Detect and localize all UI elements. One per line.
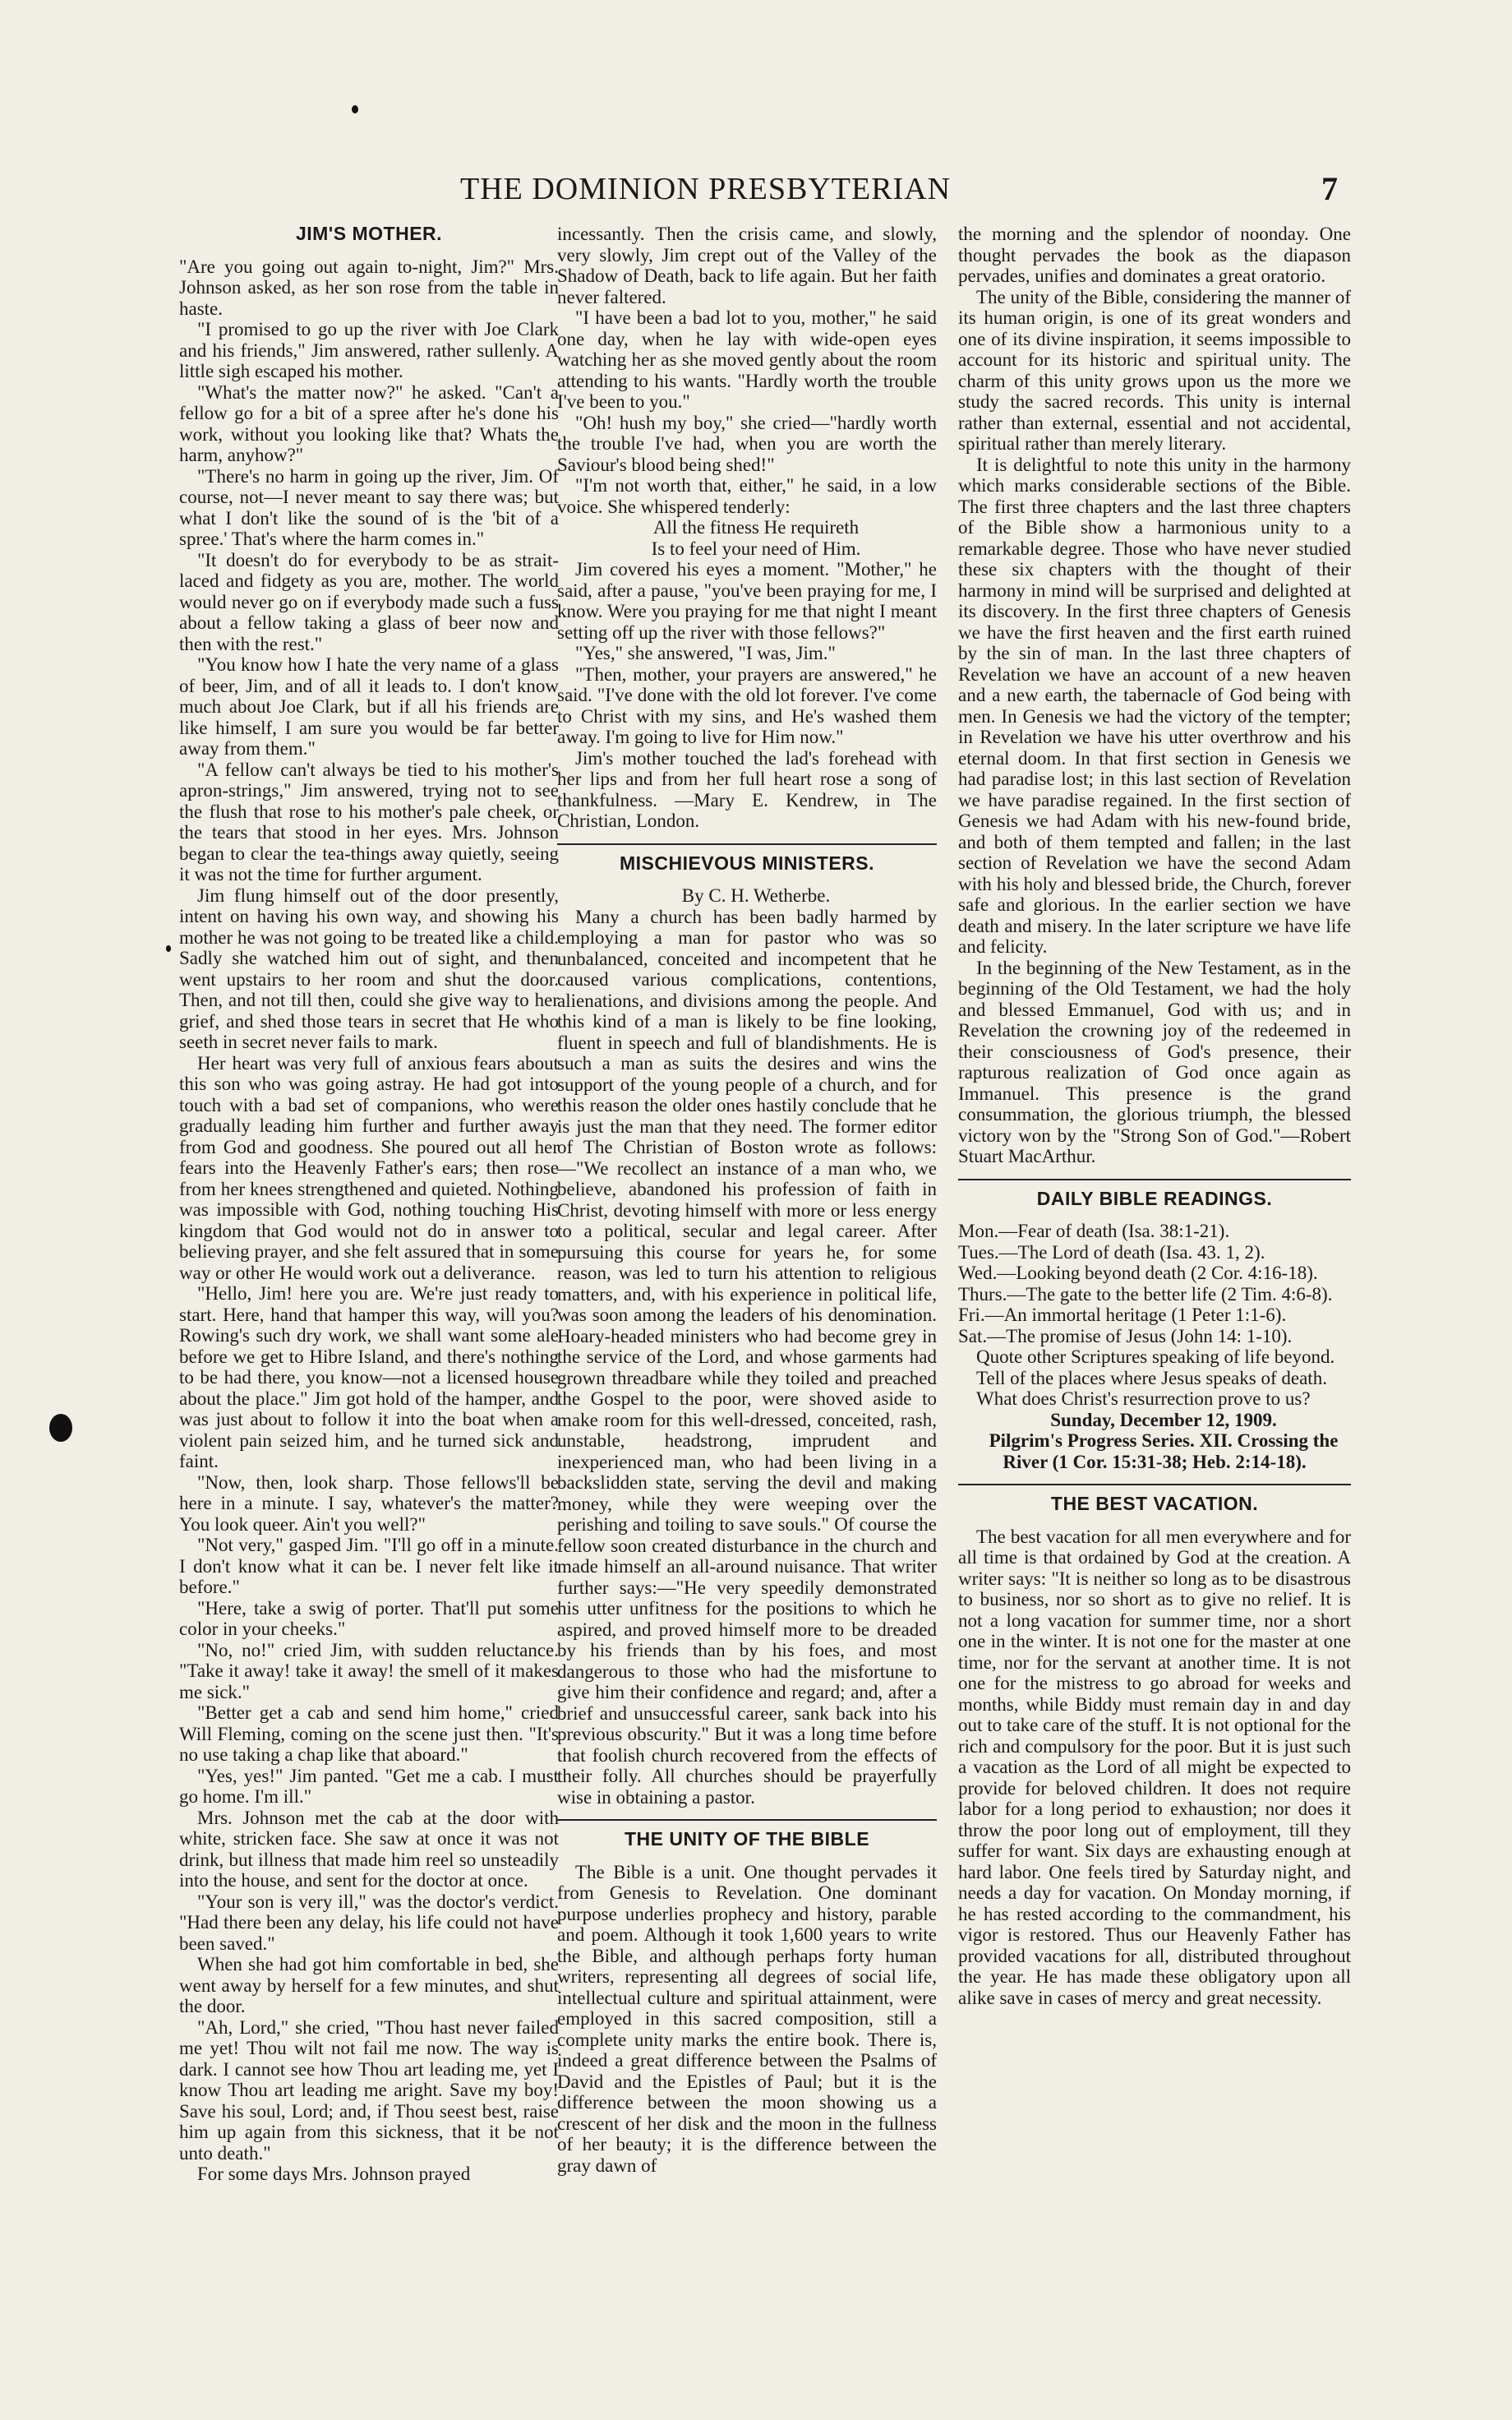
paragraph: When she had got him comfortable in bed, she went away by herself for a few minutes, and shut the door. — [179, 1954, 559, 2016]
publication-title: THE DOMINION PRESBYTERIAN — [460, 172, 952, 206]
paragraph: "You know how I hate the very name of a glass of beer, Jim, and of all it leads to. I don't know much about Joe Clark, but if all his friends are like himself, I am sure you would be far better away from them." — [179, 654, 559, 759]
article-title-jims-mother: JIM'S MOTHER. — [295, 223, 443, 244]
paragraph: Jim's mother touched the lad's forehead with her lips and from her full heart rose a song of thankfulness. —Mary E. Kendrew, in The Christian, London. — [557, 747, 937, 831]
column-1 — [179, 224, 559, 2185]
paragraph: Quote other Scriptures speaking of life beyond. — [976, 1346, 1335, 1367]
verse-line: Is to feel your need of Him. — [651, 538, 861, 559]
paragraph: The Bible is a unit. One thought pervades it from Genesis to Revelation. One dominant purpose underlies prophecy and history, parable and poem. Although it took 1,600 years to write the Bible, and although perhaps forty human writers, representing all degrees of social life, intellectual culture and spiritual attainment, were employed in this sacred composition, still a complete unity marks the entire book. There is, indeed a great difference between the Psalms of David and the Epistles of Paul; but it is the difference between the moon showing us a crescent of her disk and the moon in the fullness of her beauty; it is the difference between the gray dawn of — [557, 1861, 937, 2176]
paragraph: "Ah, Lord," she cried, "Thou hast never failed me yet! Thou wilt not fail me now. The way is dark. I cannot see how Thou art leading me, yet I know Thou art leading me aright. Save my boy! Save his soul, Lord; and, if Thou seest best, raise him up again from this sickness, that it be not unto death." — [179, 2016, 559, 2164]
paragraph: "A fellow can't always be tied to his mother's apron-strings," Jim answered, trying not to see the flush that rose to his mother's pale cheek, or the tears that stood in her eyes. Mrs. Johnson began to clear the tea-things away quietly, seeing it was not the time for further argument. — [179, 759, 559, 884]
readings-list — [958, 1221, 1351, 1346]
paragraph: "Then, mother, your prayers are answered," he said. "I've done with the old lot forever. I've come to Christ with my sins, and He's washed them away. I'm going to live for Him now." — [557, 663, 937, 747]
paragraph: "Now, then, look sharp. Those fellows'll be here in a minute. I say, whatever's the matter? You look queer. Ain't you well?" — [179, 1471, 559, 1535]
paragraph: "Not very," gasped Jim. "I'll go off in a minute. I don't know what it can be. I never felt like it before." — [179, 1535, 559, 1597]
paragraph: "It doesn't do for everybody to be as strait-laced and fidgety as you are, mother. The world would never go on if everybody made such a fuss about a fellow taking a glass of beer now and then with the rest." — [179, 549, 559, 654]
ink-blot — [49, 1414, 72, 1442]
paragraph: "Here, take a swig of porter. That'll put some color in your cheeks." — [179, 1597, 559, 1639]
reading-item: Tues.—The Lord of death (Isa. 43. 1, 2). — [958, 1241, 1265, 1263]
article-title-mischievous-ministers: MISCHIEVOUS MINISTERS. — [557, 843, 937, 875]
verse-line: All the fitness He requireth — [652, 517, 860, 538]
paragraph: "Yes," she answered, "I was, Jim." — [575, 643, 836, 663]
reading-item: Mon.—Fear of death (Isa. 38:1-21). — [958, 1221, 1230, 1241]
paragraph: "Better get a cab and send him home," cried Will Fleming, coming on the scene just then. "It's no use taking a chap like that aboard." — [179, 1702, 559, 1765]
paragraph: Many a church has been badly harmed by employing a man for pastor who was so unbalanced, conceited and incompetent that he caused various complications, contentions, alienations, and divisions among the people. And this kind of a man is likely to be fine looking, fluent in speech and full of blandishments. He is such a man as suits the desires and wins the support of the young people of a church, and for this reason the older ones hastily conclude that he is just the man that they need. The former editor of The Christian of Boston wrote as follows:—"We recollect an instance of a man who, we believe, abandoned his profession of faith in Christ, devoting himself with more or less energy to a political, secular and legal career. After pursuing this course for years he, for some reason, was led to turn his attention to religious matters, and, with his experience in political life, was soon among the leaders of his denomination. Hoary-headed ministers who had become grey in the service of the Lord, and whose garments had grown threadbare while they toiled and preached the Gospel to the poor, were shoved aside to make room for this well-dressed, conceited, rash, unstable, headstrong, imprudent and inexperienced man, who had been living in a backslidden state, serving the devil and making money, while they were weeping over the perishing and toiling to save souls." Of course the fellow soon created disturbance in the church and made himself an all-around nuisance. That writer further says:—"He very speedily demonstrated his utter unfitness for the positions to which he aspired, and proved himself more to be dreaded by his friends than by his foes, and most dangerous to those who had the misfortune to give him their confidence and regard; and, after a brief and unsuccessful career, sank back into his previous obscurity." But it was a long time before that foolish church recovered from the effects of their folly. All churches should be prayerfully wise in obtaining a pastor. — [557, 906, 937, 1808]
reading-item: Wed.—Looking beyond death (2 Cor. 4:16-18). — [958, 1263, 1318, 1283]
paragraph: the morning and the splendor of noonday. One thought pervades the book as the diapason pervades, unifies and dominates a great oratorio. — [958, 224, 1351, 286]
page-number: 7 — [1321, 170, 1339, 207]
column-3 — [958, 224, 1351, 2008]
pilgrims-progress-series: Pilgrim's Progress Series. XII. Crossing the River (1 Cor. 15:31-38; Heb. 2:14-18). — [989, 1430, 1339, 1472]
article-title-unity-of-the-bible: THE UNITY OF THE BIBLE — [557, 1819, 937, 1850]
paragraph: The best vacation for all men everywhere and for all time is that ordained by God at the creation. A writer says: "It is neither so long as to be disastrous to business, nor so short as to give no relief. It is not a long vacation for summer time, nor a short one in the winter. It is not one for the master at one time, nor for the servant at another time. It is not one for the mistress to go abroad for weeks and months, while Biddy must remain day in and day out to take care of the stuff. It is not optional for the rich and compulsory for the poor. But it is just such a vacation as the Lord of all might be expected to provide for beloved children. It does not require labor for a long period to exhaustion; nor does it throw the poor long out of employment, till they suffer for want. Six days are exhausting enough at hard labor. One feels tired by Saturday night, and needs a day for vacation. On Monday morning, if he has rested according to the commandment, his vigor is restored. Thus our Heavenly Father has provided vacations for all, distributed throughout the year. He has made these obligatory upon all alike save in cases of mercy and great necessity. — [958, 1526, 1351, 2008]
paragraph: "Your son is very ill," was the doctor's verdict. "Had there been any delay, his life could not have been saved." — [179, 1891, 559, 1954]
paragraph: It is delightful to note this unity in the harmony which marks considerable sections of the Bible. The first three chapters and the last three chapters of the Bible show a harmonious unity to a remarkable degree. Those who have never studied these six chapters with the thought of their harmony in mind will be surprised and delighted at its discovery. In the first three chapters of Genesis we have the first heaven and the first earth ruined by the sin of man. In the last three chapters of Revelation we have an account of a new heaven and a new earth, the tabernacle of God being with men. In Genesis we had the victory of the tempter; in Revelation we have his utter overthrow and his eternal doom. In that first section in Genesis we had paradise lost; in this last section of Revelation we have paradise regained. In the first section of Genesis we had Adam with his new-found bride, and both of them tempted and fallen; in the last section of Revelation we have the second Adam with his holy and blessed bride, the Church, forever safe and glorious. In the earlier section we have death and misery. In the later scripture we have life and felicity. — [958, 454, 1351, 957]
page-header — [460, 171, 1364, 220]
sunday-date: Sunday, December 12, 1909. — [1050, 1409, 1277, 1430]
paragraph: "I'm not worth that, either," he said, in a low voice. She whispered tenderly: — [557, 475, 937, 517]
paragraph: In the beginning of the New Testament, as in the beginning of the Old Testament, we had the holy and blessed Emmanuel, God with us; and in Revelation the crowning joy of the redeemed in their consciousness of God's presence, their rapturous realization of God once again as Immanuel. This presence is the grand consummation, the glorious triumph, the blessed victory won by the "Strong Son of God."—Robert Stuart MacArthur. — [958, 957, 1351, 1166]
paragraph: Jim flung himself out of the door presently, intent on having his own way, and showing his mother he was not going to be treated like a child. Sadly she watched him out of sight, and then went upstairs to her room and shut the door. Then, and not till then, could she give way to her grief, and shed those tears in secret that He who seeth in secret never fails to mark. — [179, 884, 559, 1052]
paragraph: What does Christ's resurrection prove to us? — [976, 1388, 1311, 1409]
paragraph: "No, no!" cried Jim, with sudden reluctance. "Take it away! take it away! the smell of it makes me sick." — [179, 1639, 559, 1702]
paragraph: "Oh! hush my boy," she cried—"hardly worth the trouble I've had, when you are worth the Saviour's blood being shed!" — [557, 412, 937, 475]
article-title-best-vacation: THE BEST VACATION. — [958, 1484, 1351, 1515]
paragraph: "Hello, Jim! here you are. We're just ready to start. Here, hand that hamper this way, will you? Rowing's such dry work, we shall want some ale before we get to Hibre Island, and there's nothing to be had there, you know—not a licensed house about the place." Jim got hold of the hamper, and was just about to follow it into the boat when a violent pain seized him, and he turned sick and faint. — [179, 1283, 559, 1471]
paragraph: "Yes, yes!" Jim panted. "Get me a cab. I must go home. I'm ill." — [179, 1765, 559, 1807]
paragraph: For some days Mrs. Johnson prayed — [197, 2164, 471, 2184]
paragraph: "There's no harm in going up the river, Jim. Of course, not—I never meant to say there was; but what I don't like the sound of is the 'bit of a spree.' That's where the harm comes in." — [179, 465, 559, 549]
paragraph: "I promised to go up the river with Joe Clark and his friends," Jim answered, rather sullenly. A little sigh escaped his mother. — [179, 319, 559, 381]
reading-item: Sat.—The promise of Jesus (John 14: 1-10). — [958, 1325, 1293, 1346]
paragraph: "Are you going out again to-night, Jim?" Mrs. Johnson asked, as her son rose from the table in haste. — [179, 256, 559, 319]
paragraph: The unity of the Bible, considering the manner of its human origin, is one of its great wonders and one of its divine inspiration, it seems impossible to account for its historic and spiritual unity. The charm of this unity grows upon us the more we study the sacred records. This unity is internal rather than external, essential and not accidental, spiritual rather than merely literary. — [958, 286, 1351, 454]
paragraph: incessantly. Then the crisis came, and slowly, very slowly, Jim crept out of the Valley of the Shadow of Death, back to life again. But her faith never faltered. — [557, 224, 937, 307]
byline: By C. H. Wetherbe. — [681, 885, 831, 906]
ink-dot — [352, 105, 358, 113]
paragraph: Her heart was very full of anxious fears about this son who was going astray. He had got into touch with a bad set of companions, who were gradually leading him further and further away from God and goodness. She poured out all her fears into the Heavenly Father's ears; then rose from her knees strengthened and quieted. Nothing was impossible with God, nothing touching His kingdom that God would not do in answer to believing prayer, and she felt assured that in some way or other He would work out a deliverance. — [179, 1052, 559, 1283]
article-title-daily-bible-readings: DAILY BIBLE READINGS. — [958, 1179, 1351, 1210]
paragraph: "What's the matter now?" he asked. "Can't a fellow go for a bit of a spree after he's done his work, without you looking like that? Whats the harm, anyhow?" — [179, 381, 559, 465]
paragraph: "I have been a bad lot to you, mother," he said one day, when he lay with wide-open eyes watching her as she moved gently about the room attending to his wants. "Hardly worth the trouble I've been to you." — [557, 307, 937, 412]
ink-dot — [166, 945, 171, 952]
paragraph: Jim covered his eyes a moment. "Mother," he said, after a pause, "you've been praying for me, I know. Were you praying for me that night I meant setting off up the river with those fellows?" — [557, 559, 937, 643]
reading-item: Fri.—An immortal heritage (1 Peter 1:1-6). — [958, 1305, 1287, 1325]
paragraph: Tell of the places where Jesus speaks of death. — [976, 1367, 1327, 1388]
column-2 — [557, 224, 937, 2176]
paragraph: Mrs. Johnson met the cab at the door with white, stricken face. She saw at once it was not drink, but illness that made him reel so unsteadily into the house, and sent for the doctor at once. — [179, 1807, 559, 1891]
reading-item: Thurs.—The gate to the better life (2 Tim. 4:6-8). — [958, 1283, 1333, 1305]
